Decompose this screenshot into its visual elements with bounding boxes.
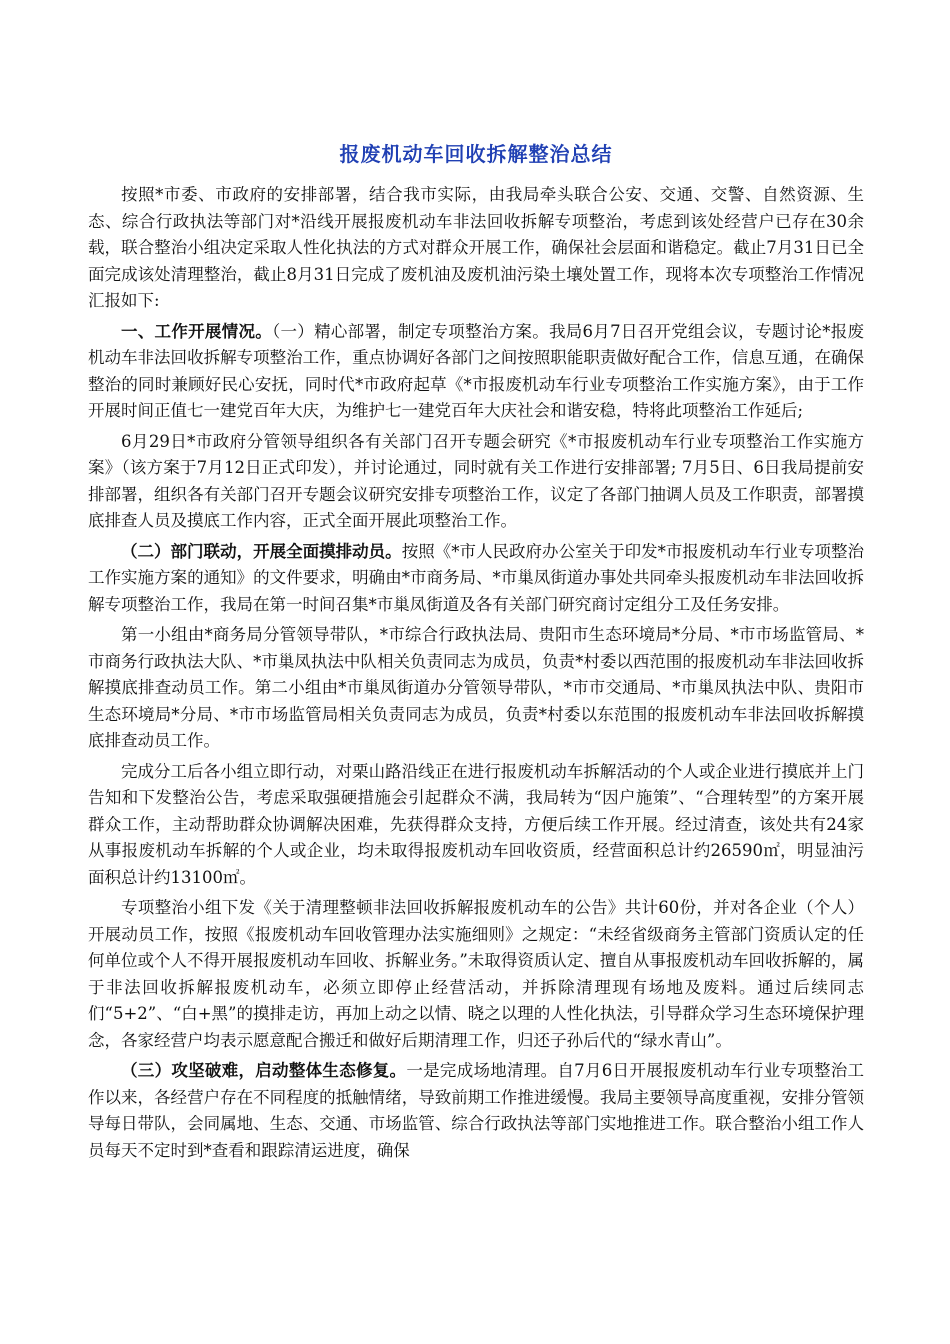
paragraph-text: 第一小组由*商务局分管领导带队，*市综合行政执法局、贵阳市生态环境局*分局、*市市场监管局、*市商务行政执法大队、*市巢凤执法中队相关负责同志为成员，负责*村委以西范围的报废机动车非法回收拆解摸底排查动员工作。第二小组由*市巢凤街道办分管领导带队，*市市交通局、*市巢凤执法中队、贵阳市生态环境局*分局、*市市场监管局相关负责同志为成员，负责*村委以东范围的报废机动车非法回收拆解摸底排查动员工作。 [88, 625, 864, 750]
section-heading: （三）攻坚破难，启动整体生态修复。 [121, 1061, 407, 1080]
paragraph-section-2 [88, 539, 864, 619]
paragraph-text: 按照*市委、市政府的安排部署，结合我市实际，由我局牵头联合公安、交通、交警、自然资源、生态、综合行政执法等部门对*沿线开展报废机动车非法回收拆解专项整治，考虑到该处经营户已存在30余载，联合整治小组决定采取人性化执法的方式对群众开展工作，确保社会层面和谐稳定。截止7月31日已全面完成该处清理整治，截止8月31日完成了废机油及废机油污染土壤处置工作，现将本次专项整治工作情况汇报如下: [88, 185, 864, 310]
paragraph-survey [88, 759, 864, 892]
paragraph-intro [88, 182, 864, 315]
paragraph-text: （一）精心部署，制定专项整治方案。我局6月7日召开党组会议，专题讨论*报废机动车非法回收拆解专项整治工作，重点协调好各部门之间按照职能职责做好配合工作，信息互通，在确保整治的同时兼顾好民心安抚，同时代*市政府起草《*市报废机动车行业专项整治工作实施方案》，由于工作开展时间正值七一建党百年大庆，为维护七一建党百年大庆社会和谐安稳，特将此项整治工作延后; [88, 321, 864, 420]
document-body [88, 138, 864, 1168]
paragraph-text: 按照《*市人民政府办公室关于印发*市报废机动车行业专项整治工作实施方案的通知》的文件要求，明确由*市商务局、*市巢凤街道办事处共同牵头报废机动车非法回收拆解专项整治工作，我局在第一时间召集*市巢凤街道及各有关部门研究商讨定组分工及任务安排。 [88, 541, 865, 614]
section-heading: （二）部门联动，开展全面摸排动员。 [121, 541, 402, 561]
paragraph-notice [88, 895, 864, 1054]
paragraph-text: 专项整治小组下发《关于清理整顿非法回收拆解报废机动车的公告》共计60份，并对各企业（个人）开展动员工作，按照《报废机动车回收管理办法实施细则》之规定：“未经省级商务主管部门资质认定的任何单位或个人不得开展报废机动车回收、拆解业务。”未取得资质认定、擅自从事报废机动车回收拆解的，属于非法回收拆解报废机动车，必须立即停止经营活动，并拆除清理现有场地及废料。通过后续同志们“5+2”、“白+黑”的摸排走访，再加上动之以情、晓之以理的人性化执法，引导群众学习生态环境保护理念，各家经营户均表示愿意配合搬迁和做好后期清理工作，归还子孙后代的“绿水青山”。 [88, 898, 864, 1050]
paragraph-section-3 [88, 1058, 864, 1164]
paragraph-groups [88, 622, 864, 755]
paragraph-text: 一是完成场地清理。自7月6日开展报废机动车行业专项整治工作以来，各经营户存在不同程度的抵触情绪，导致前期工作推进缓慢。我局主要领导高度重视，安排分管领导每日带队，会同属地、生态、交通、市场监管、综合行政执法等部门实地推进工作。联合整治小组工作人员每天不定时到*查看和跟踪清运进度，确保 [88, 1061, 865, 1160]
paragraph-text: 完成分工后各小组立即行动，对栗山路沿线正在进行报废机动车拆解活动的个人或企业进行摸底并上门告知和下发整治公告，考虑采取强硬措施会引起群众不满，我局转为“因户施策”、“合理转型”的方案开展群众工作，主动帮助群众协调解决困难，先获得群众支持，方便后续工作开展。经过清查，该处共有24家从事报废机动车拆解的个人或企业，均未取得报废机动车回收资质，经营面积总计约26590㎡，明显油污面积总计约13100㎡。 [88, 761, 864, 887]
paragraph-meeting [88, 429, 864, 535]
document-title: 报废机动车回收拆解整治总结 [339, 142, 613, 166]
paragraph-section-1 [88, 319, 864, 425]
paragraph-text: 6月29日*市政府分管领导组织各有关部门召开专题会研究《*市报废机动车行业专项整治工作实施方案》（该方案于7月12日正式印发），并讨论通过，同时就有关工作进行安排部署; 7月5日、6日我局提前安排部署，组织各有关部门召开专题会议研究安排专项整治工作，议定了各部门抽调人员及工作职责，部署摸底排查人员及摸底工作内容，正式全面开展此项整治工作。 [88, 431, 864, 530]
section-heading: 一、工作开展情况。 [121, 321, 272, 341]
